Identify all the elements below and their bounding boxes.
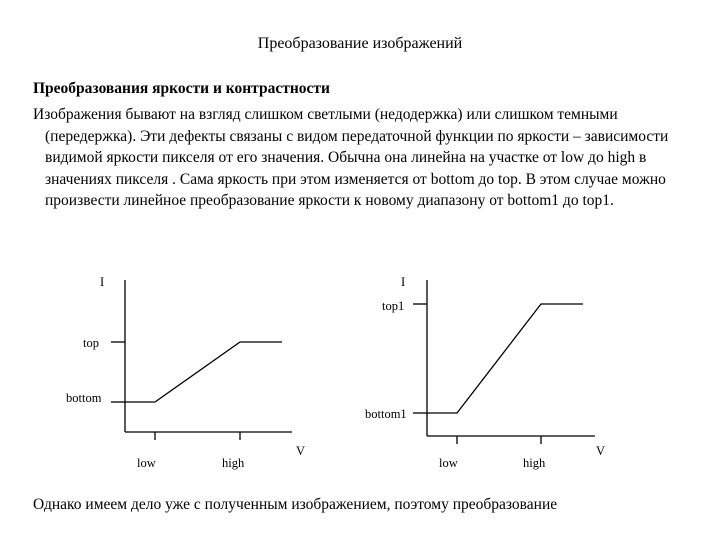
right-top1-label: top1 bbox=[382, 299, 405, 313]
body-paragraph: Изображения бывают на взгляд слишком светлыми (недодержка) или слишком темными (передержка). Эти дефекты связаны с видом передаточной функции по яркости – зависимости видимой яркости пикселя от его значения. Обычна она линейна на участке от low до high в значениях пикселя . Сама яркость при этом изменяется от bottom до top. В этом случае можно произвести линейное преобразование яркости к новому диапазону от bottom1 до top1. bbox=[33, 106, 669, 209]
slide-title: Преобразование изображений bbox=[257, 35, 463, 52]
left-low-label: low bbox=[137, 456, 156, 470]
left-bottom-label: bottom bbox=[66, 391, 102, 405]
right-bottom1-label: bottom1 bbox=[365, 407, 407, 421]
left-top-label: top bbox=[83, 336, 99, 350]
left-high-label: high bbox=[222, 456, 245, 470]
right-y-axis-label: I bbox=[401, 275, 406, 289]
left-transfer-curve bbox=[125, 342, 282, 402]
right-x-axis-label: V bbox=[596, 444, 606, 458]
right-transfer-curve bbox=[427, 304, 583, 413]
closing-sentence: Однако имеем дело уже с полученным изображением, поэтому преобразование bbox=[33, 496, 558, 513]
left-diagram bbox=[111, 280, 292, 440]
left-x-axis-label: V bbox=[296, 444, 306, 458]
section-heading: Преобразования яркости и контрастности bbox=[33, 80, 330, 97]
right-high-label: high bbox=[523, 456, 546, 470]
right-low-label: low bbox=[439, 456, 458, 470]
left-y-axis-label: I bbox=[100, 275, 105, 289]
right-diagram bbox=[413, 280, 595, 444]
